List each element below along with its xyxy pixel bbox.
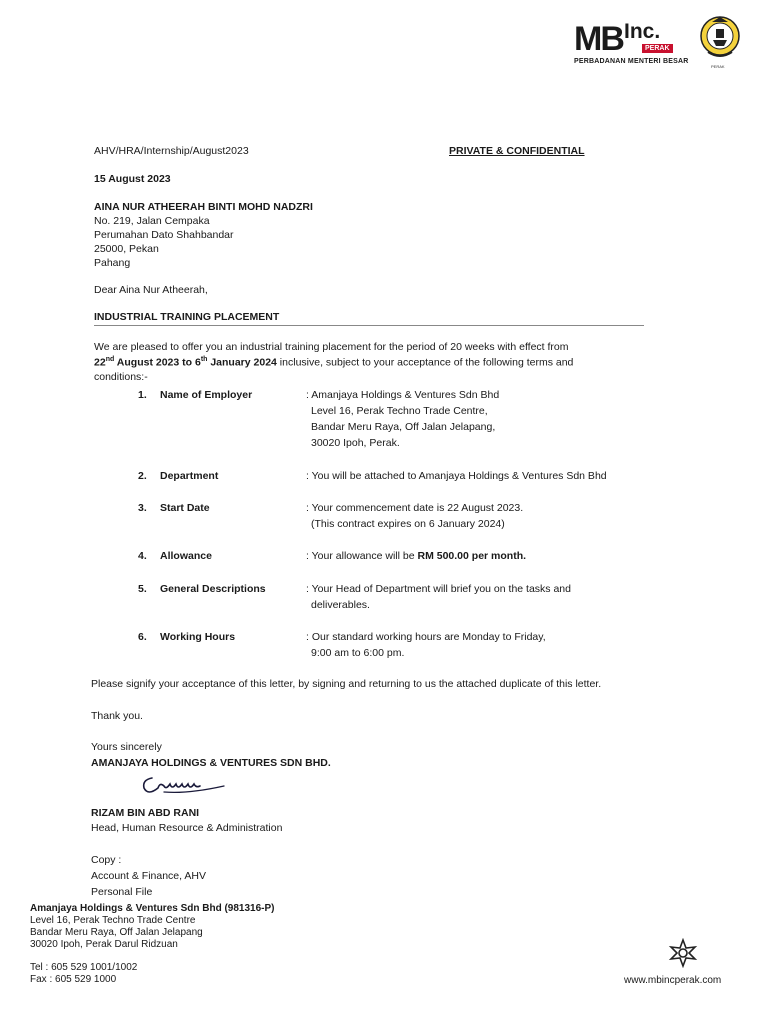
footer-address-line: Level 16, Perak Techno Trade Centre xyxy=(30,915,196,926)
term-value: deliverables. xyxy=(311,599,370,611)
acceptance-note: Please signify your acceptance of this letter, by signing and returning to us the attached duplicate of this letter. xyxy=(91,678,602,690)
intro-line-3: conditions:- xyxy=(94,371,148,383)
intro-line-2 xyxy=(94,356,573,370)
term-value: Level 16, Perak Techno Trade Centre, xyxy=(311,405,488,417)
logo-inc-text: Inc. xyxy=(624,20,661,43)
intro-line-2-tail: inclusive, subject to your acceptance of the following terms and xyxy=(276,356,574,369)
copy-label: Copy : xyxy=(91,854,122,866)
intro-end-day: 6 xyxy=(194,356,201,369)
letter-date: 15 August 2023 xyxy=(94,173,171,185)
term-label: Department xyxy=(160,470,219,482)
logo-perak-badge: PERAK xyxy=(642,44,673,53)
recipient-address-line: Pahang xyxy=(94,257,131,269)
term-value: : Amanjaya Holdings & Ventures Sdn Bhd xyxy=(306,389,500,401)
letter-subject: INDUSTRIAL TRAINING PLACEMENT xyxy=(94,311,280,323)
term-number: 6. xyxy=(138,631,147,643)
allowance-prefix: : Your allowance will be xyxy=(306,550,418,562)
thank-you: Thank you. xyxy=(91,710,143,722)
signatory-title: Head, Human Resource & Administration xyxy=(91,822,283,834)
term-value: : You will be attached to Amanjaya Holdings & Ventures Sdn Bhd xyxy=(306,470,607,482)
term-value: : Your commencement date is 22 August 2023. xyxy=(306,502,524,514)
term-label: Name of Employer xyxy=(160,389,253,401)
crest-caption: PERAK xyxy=(711,64,725,69)
salutation: Dear Aina Nur Atheerah, xyxy=(94,284,208,296)
star-emblem-icon xyxy=(668,938,698,972)
footer-company: Amanjaya Holdings & Ventures Sdn Bhd (981316-P) xyxy=(30,903,275,914)
confidential-label: PRIVATE & CONFIDENTIAL xyxy=(449,145,585,157)
term-label: Working Hours xyxy=(160,631,236,643)
footer-tel: Tel : 605 529 1001/1002 xyxy=(30,962,138,973)
subject-divider xyxy=(94,325,644,326)
term-label: General Descriptions xyxy=(160,583,266,595)
company-name: AMANJAYA HOLDINGS & VENTURES SDN BHD. xyxy=(91,757,331,769)
signature-image xyxy=(138,768,228,804)
term-number: 5. xyxy=(138,583,147,595)
signatory-name: RIZAM BIN ABD RANI xyxy=(91,807,200,819)
logo-mb-text: MB xyxy=(574,20,623,58)
term-value: Bandar Meru Raya, Off Jalan Jelapang, xyxy=(311,421,496,433)
term-value: : Your Head of Department will brief you on the tasks and xyxy=(306,583,571,595)
term-number: 3. xyxy=(138,502,147,514)
term-number: 2. xyxy=(138,470,147,482)
footer-website[interactable]: www.mbincperak.com xyxy=(624,975,722,986)
logo-tagline: PERBADANAN MENTERI BESAR xyxy=(574,58,689,65)
intro-end-rest: January 2024 xyxy=(207,356,277,369)
copy-recipient: Account & Finance, AHV xyxy=(91,870,206,882)
term-value: : Our standard working hours are Monday to Friday, xyxy=(306,631,546,643)
intro-start-day: 22 xyxy=(94,356,106,369)
reference-number: AHV/HRA/Internship/August2023 xyxy=(94,145,249,157)
term-label: Start Date xyxy=(160,502,210,514)
term-value xyxy=(306,550,526,563)
term-number: 1. xyxy=(138,389,147,401)
intro-end-sup: th xyxy=(200,356,208,363)
term-value: (This contract expires on 6 January 2024) xyxy=(311,518,505,530)
closing: Yours sincerely xyxy=(91,741,162,753)
intro-start-sup: nd xyxy=(105,356,115,363)
intro-line-1: We are pleased to offer you an industrial training placement for the period of 20 weeks with effect from xyxy=(94,341,569,353)
intro-start-rest: August 2023 to xyxy=(114,356,195,369)
footer-address-line: 30020 Ipoh, Perak Darul Ridzuan xyxy=(30,939,178,950)
footer-address-line: Bandar Meru Raya, Off Jalan Jelapang xyxy=(30,927,203,938)
term-value: 30020 Ipoh, Perak. xyxy=(311,437,400,449)
recipient-address-line: No. 219, Jalan Cempaka xyxy=(94,215,210,227)
copy-recipient: Personal File xyxy=(91,886,153,898)
allowance-amount: RM 500.00 per month. xyxy=(417,550,527,562)
footer-fax: Fax : 605 529 1000 xyxy=(30,974,117,985)
recipient-address-line: 25000, Pekan xyxy=(94,243,159,255)
perak-crest-icon xyxy=(698,14,742,68)
recipient-address-line: Perumahan Dato Shahbandar xyxy=(94,229,234,241)
term-value: 9:00 am to 6:00 pm. xyxy=(311,647,405,659)
term-label: Allowance xyxy=(160,550,212,562)
recipient-name: AINA NUR ATHEERAH BINTI MOHD NADZRI xyxy=(94,201,313,213)
term-number: 4. xyxy=(138,550,147,562)
